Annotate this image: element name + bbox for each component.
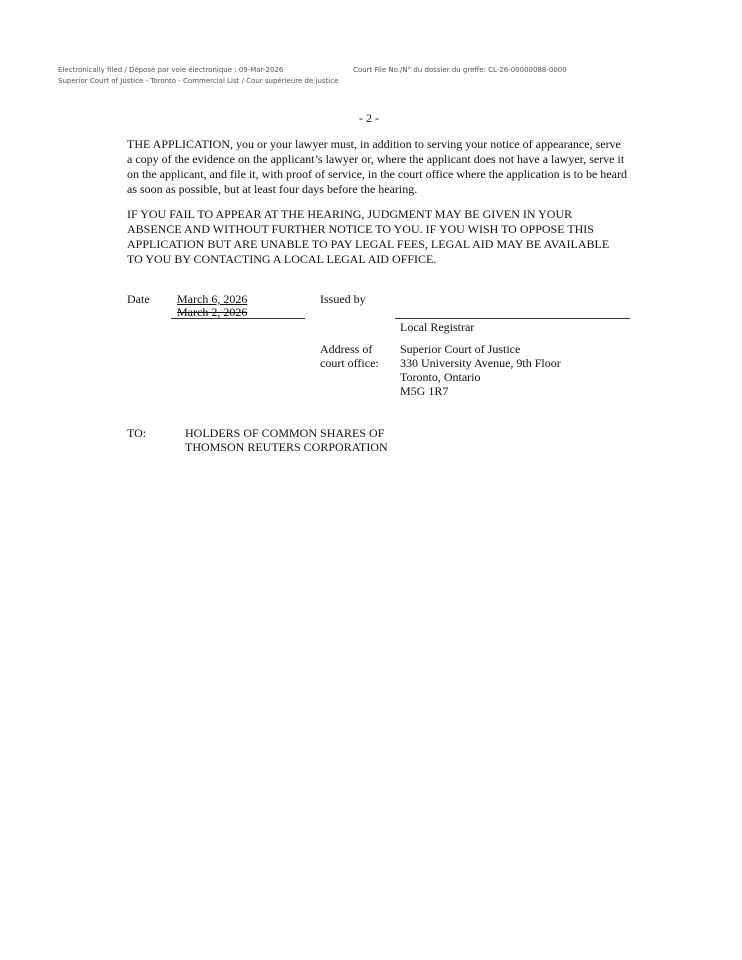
- address-line: M5G 1R7: [400, 384, 449, 398]
- paragraph-warning: IF YOU FAIL TO APPEAR AT THE HEARING, JUDGMENT MAY BE GIVEN IN YOUR ABSENCE AND WITHOUT FURTHER NOTICE TO YOU. IF YOU WISH TO OPPOSE THIS APPLICATION BUT ARE UNABLE TO PAY LEGAL FEES, LEGAL AID MAY BE AVAILABLE TO YOU BY CONTACTING A LOCAL LEGAL AID OFFICE.: [127, 207, 610, 266]
- recipient-line: HOLDERS OF COMMON SHARES OF: [185, 426, 385, 440]
- filing-stamp: Electronically filed / Déposé par voie électronique : 09-Mar-2026: [58, 66, 284, 74]
- court-name-stamp: Superior Court of Justice - Toronto - Commercial List / Cour supérieure de justice: [58, 77, 339, 85]
- recipient-line: THOMSON REUTERS CORPORATION: [185, 440, 388, 454]
- address-label-line-2: court office:: [320, 356, 379, 370]
- page-number: - 2 -: [359, 111, 379, 125]
- to-label: TO:: [127, 426, 147, 440]
- local-registrar-label: Local Registrar: [400, 320, 475, 334]
- date-signature-line: [171, 318, 305, 319]
- court-file-number: Court File No./N° du dossier du greffe: CL-26-00000088-0000: [353, 66, 567, 74]
- registrar-signature-line: [395, 318, 630, 319]
- issued-by-label: Issued by: [320, 292, 366, 306]
- date-value: March 6, 2026: [177, 292, 248, 306]
- address-label-line-1: Address of: [320, 342, 373, 356]
- address-line: Toronto, Ontario: [400, 370, 481, 384]
- address-line: Superior Court of Justice: [400, 342, 521, 356]
- paragraph-application: THE APPLICATION, you or your lawyer must, in addition to serving your notice of appearance, serve a copy of the evidence on the applicant’s lawyer or, where the applicant does not have a lawyer, serve it on the applicant, and file it, with proof of service, in the court office where the application is to be heard as soon as possible, but at least four days before the hearing.: [127, 137, 627, 196]
- date-label: Date: [127, 292, 150, 306]
- address-line: 330 University Avenue, 9th Floor: [400, 356, 561, 370]
- date-struck-value: March 2, 2026: [177, 305, 248, 319]
